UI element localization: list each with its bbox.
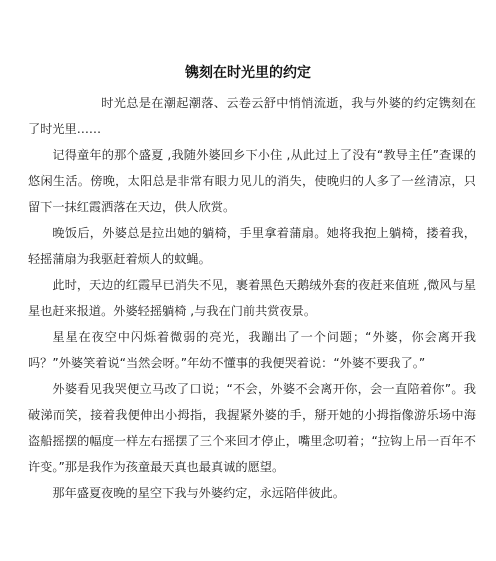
paragraph: 记得童年的那个盛夏 ,我随外婆回乡下小住 ,从此过上了没有“教导主任”查课的悠闲生活。傍晚，太阳总是非常有眼力见儿的消失，使晚归的人多了一丝清凉，只留下一抹红霞洒落在天边，供人欣赏。 <box>28 148 476 214</box>
paragraph: 外婆看见我哭便立马改了口说；“不会，外婆不会离开你，会一直陪着你”。我破涕而笑，接着我便伸出小拇指，我握紧外婆的手，掰开她的小拇指像游乐场中海盗船摇摆的幅度一样左右摇摆了三个来回才停止，嘴里念叨着；“拉钩上吊一百年不许变。”那是我作为孩童最天真也最真诚的愿望。 <box>28 382 476 474</box>
paragraph: 晚饭后，外婆总是拉出她的躺椅，手里拿着蒲扇。她将我抱上躺椅，搂着我，轻摇蒲扇为我驱赶着烦人的蚊蝇。 <box>28 226 476 266</box>
paragraph: 此时，天边的红霞早已消失不见，裹着黑色天鹅绒外套的夜赶来值班 ,微风与星星也赶来报道。外婆轻摇躺椅 ,与我在门前共赏夜景。 <box>28 278 476 318</box>
paragraph-intro: 时光总是在潮起潮落、云卷云舒中悄悄流逝，我与外婆的约定镌刻在了时光里…… <box>28 96 476 136</box>
paragraph: 星星在夜空中闪烁着微弱的亮光，我蹦出了一个问题；“外婆，你会离开我吗？”外婆笑着说“当然会呀。”年幼不懂事的我便哭着说：“外婆不要我了。” <box>28 330 476 370</box>
article-body <box>28 90 476 506</box>
article-title: 镌刻在时光里的约定 <box>185 65 311 81</box>
paragraph: 那年盛夏夜晚的星空下我与外婆约定，永远陪伴彼此。 <box>52 486 345 500</box>
